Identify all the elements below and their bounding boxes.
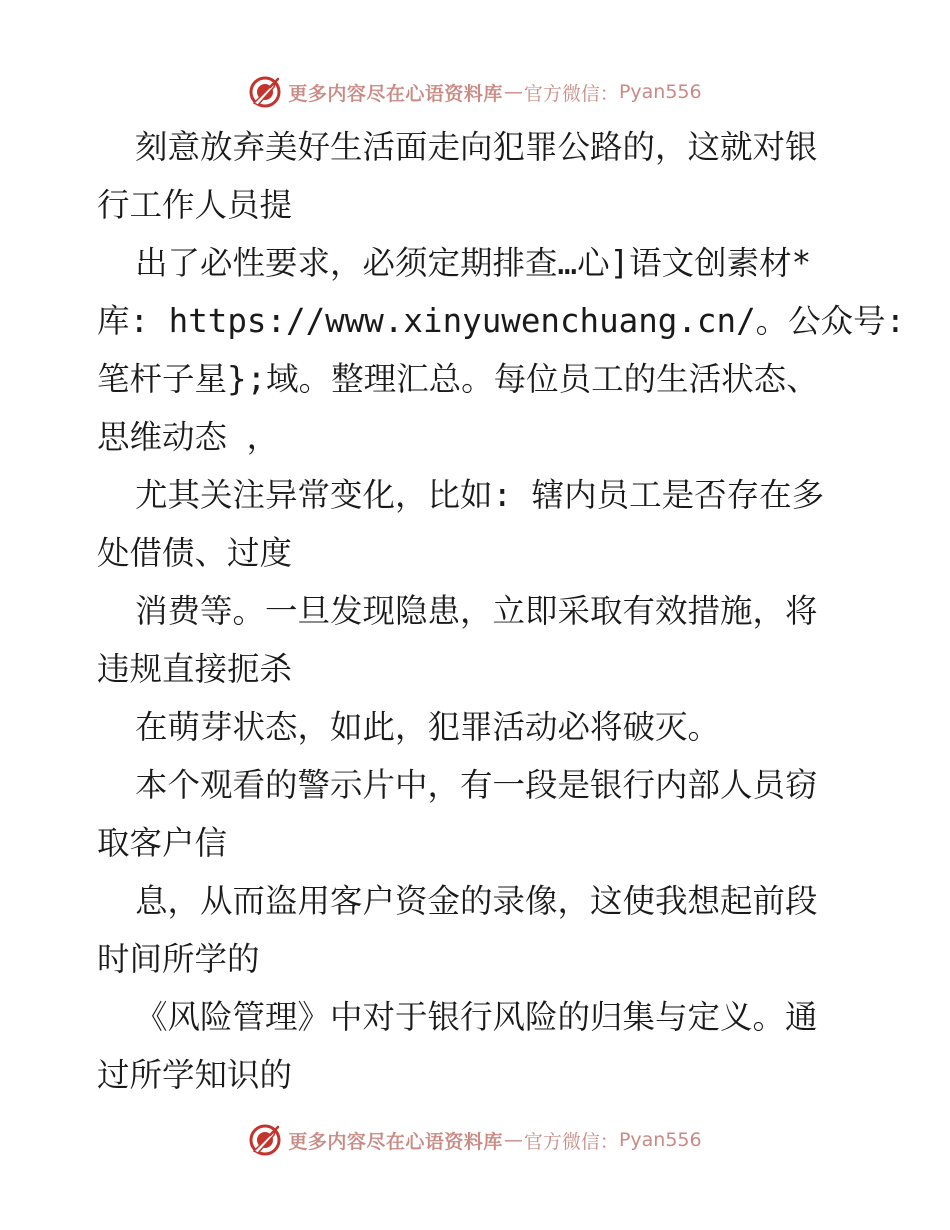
footer-slogan: 更多内容尽在心语资料库: [288, 1130, 503, 1153]
text-line: 息，从而盗用客户资金的录像，这使我想起前段: [135, 882, 818, 920]
text-line: 库: https://www.xinyuwenchuang.cn/。公众号:: [97, 302, 906, 340]
pen-logo-icon: [248, 1123, 282, 1157]
text-line: 《风险管理》中对于银行风险的归集与定义。通: [135, 998, 818, 1036]
pen-logo-icon: [248, 75, 282, 109]
text-line: 时间所学的: [97, 940, 260, 978]
footer-dash: —: [503, 1129, 523, 1151]
footer-wechat-label: 官方微信：: [523, 1130, 619, 1153]
document-body: [97, 118, 906, 1104]
text-line: 刻意放弃美好生活面走向犯罪公路的，这就对银: [135, 128, 818, 166]
text-line: 笔杆子星};域。整理汇总。每位员工的生活状态、: [97, 360, 819, 398]
text-line: 消费等。一旦发现隐患，立即采取有效措施，将: [135, 592, 818, 630]
text-line: 违规直接扼杀: [97, 650, 293, 688]
text-line: 过所学知识的: [97, 1056, 293, 1094]
text-line: 取客户信: [97, 824, 228, 862]
text-line: 处借债、过度: [97, 534, 293, 572]
text-line: 出了必性要求，必须定期排查…心]语文创素材*: [135, 244, 812, 282]
footer-wechat-account: Pyan556: [618, 1129, 702, 1151]
header-banner: [0, 72, 950, 112]
header-dash: —: [503, 81, 523, 103]
text-line: 行工作人员提: [97, 186, 293, 224]
text-line: 本个观看的警示片中，有一段是银行内部人员窃: [135, 766, 818, 804]
header-slogan: 更多内容尽在心语资料库: [288, 82, 503, 105]
header-wechat-label: 官方微信：: [523, 82, 619, 105]
text-line: 尤其关注异常变化，比如: 辖内员工是否存在多: [135, 476, 825, 514]
footer-banner: [0, 1120, 950, 1160]
text-line: 思维动态 ，: [97, 418, 280, 456]
text-line: 在萌芽状态，如此，犯罪活动必将破灭。: [135, 708, 721, 746]
header-wechat-account: Pyan556: [618, 81, 702, 103]
